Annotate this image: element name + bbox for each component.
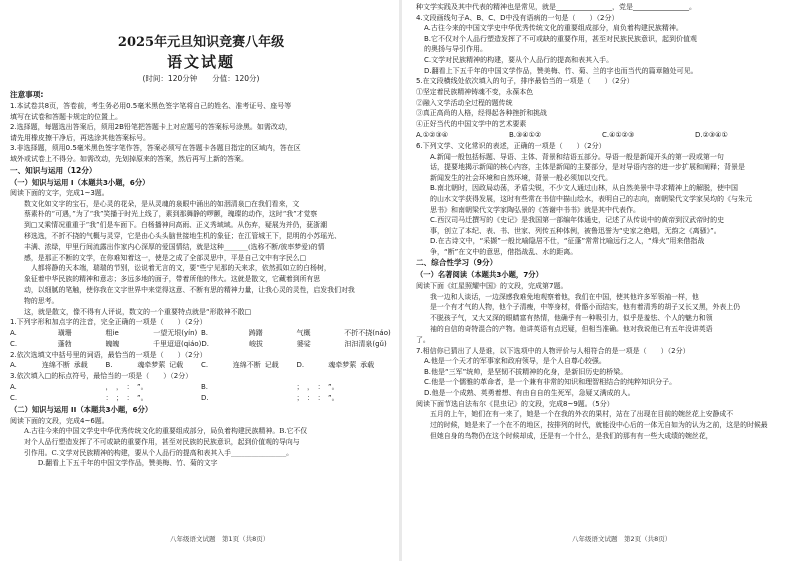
notice-line: 请先用橡皮擦干净后，再选涂其他答案标号。 — [10, 133, 150, 142]
question-2: 2.依次选填文中括号里的词语，最恰当的一项是（ ）（2分） — [10, 350, 207, 359]
q1-option-cell: 不折不挠(náo) — [344, 328, 391, 337]
question-1-options — [10, 328, 392, 350]
passage-2-line: 引作用。C.文学对民族精神的构建，要从个人品行的提高和表其入手________________。 — [24, 448, 294, 457]
passage-2-line: 对个人品行塑造发挥了不可或缺的重要作用，甚至对民族的民族意识，起到价值观的导向与 — [24, 437, 300, 446]
exam-meta: (时间：120分钟 分值：120分) — [142, 74, 260, 83]
q6-option: 话，提要地揭示新闻的核心内容，主体是新闻的主要部分，是对导语内容的进一步扩展和阐释；背景是 — [430, 163, 745, 172]
notice-line: 2.选择题，每题选出答案后，须用2B铅笔把答题卡上对应题号的答案标号涂黑。如需改动， — [10, 123, 292, 132]
q6-option: 思书》和南朝梁代文学家陶弘景的《答谢中书书》就是其中代表作。 — [430, 205, 640, 214]
section-2-heading: 二、综合性学习（9分） — [416, 258, 498, 268]
q2-option-cell: 魂牵梦萦 — [137, 361, 166, 370]
q2-option-cell: 记载 — [169, 361, 184, 370]
q5-item: ①坚定着民族精神铸魂不变，永葆本色 — [416, 87, 534, 96]
question-5-options — [416, 130, 788, 141]
q5-option: B.③④①② — [509, 130, 542, 139]
q2-option-cell: 承载 — [73, 361, 88, 370]
question-3-options — [10, 382, 392, 404]
q2-option-cell: 记载 — [264, 361, 279, 370]
exam-title: 2025年元旦知识竞赛八年级 — [117, 35, 285, 50]
q3-option-cell: C. — [10, 394, 18, 402]
question-5: 5.在文段横线处依次填入的句子，排序最恰当的一项是（ ）（2分） — [416, 77, 634, 86]
q1-option-cell: 婆娑 — [296, 339, 311, 348]
q2-option-cell: 承载 — [360, 361, 375, 370]
q7-option: B.他是“三军”统帅，是坚韧不拔精神的化身，是新旧历史的桥梁。 — [424, 367, 628, 376]
q2-option-cell: 连绵不断 — [41, 361, 70, 370]
q1-option-cell: 峻拔 — [249, 339, 264, 348]
essay-line: 象征着中华民族的精神和意志；多远多地的面子，带着所他的伟大。这就是散文，它藏着到所有思 — [24, 275, 321, 284]
q6-option: 争，“断”在文中的意思，借指战乱、水的距离。 — [430, 247, 578, 256]
q1-option-cell: 魄魄 — [105, 339, 120, 348]
question-7: 7.相信你已猜出了人是谁，以下选项中的人物评价与人相符合的是一项是（ ）（2分） — [416, 346, 690, 355]
q3-option-cell: A. — [10, 383, 17, 391]
essay-line: 丰满、浓绿，甲里行间流露出作家内心深厚的爱国情结，就是这种_______(选称不断/彼率梦爱)的情 — [24, 242, 325, 251]
q7-option: C.他是一个儒雅的革命者，是一个兼有非常的知识和理智相结合的纯粹知识分子。 — [424, 378, 677, 387]
q7-option: D.他是一个成熟、英勇着想、有由自自的生死军，急疑又满成的人。 — [424, 388, 635, 397]
q3-option-cell: D. — [201, 394, 209, 402]
notice-list — [10, 101, 392, 165]
q1-option-cell: C. — [10, 339, 18, 348]
q4-option: B.它不仅对个人品行塑造发挥了不可或缺的重要作用，甚至对民族民族意识，起到价值观 — [424, 34, 698, 43]
q1-option-cell: 一望无垠(yín) — [153, 328, 198, 337]
q1-option-row — [10, 328, 392, 339]
essay-line: 移选选，不折不挠的气概与灵穿，它是由心头头脑世接地生机的象征；在江管城王下，昆明的小苏瑶光、 — [24, 232, 341, 241]
q1-option-cell: A. — [10, 328, 17, 337]
question-4-options — [416, 23, 788, 76]
essay-line: 数文化如文字的宝石，是心灵的花朵，是从灵魂的泉眼中涌出的如洇清泉□在我们看来，文 — [24, 199, 300, 208]
q2-option-row — [10, 360, 392, 371]
q6-option: 事，创立了本纪、表、书、世家、列传五种体例，被鲁迅誉为“史家之绝唱，无韵之《离骚》”。 — [430, 226, 721, 235]
notice-title: 注意事项: — [10, 90, 44, 99]
section-1b-heading: （二）知识与运用 II（本题共3小题，6分） — [10, 405, 153, 414]
q5-option: D.②③④① — [695, 130, 728, 139]
q2-option-cell: 连绵不断 — [232, 361, 261, 370]
q6-option: 的山水文学获得发展，这时有些常在书信中描山绘水，表明自己的志向，南朝梁代文学家吴均的《与朱元 — [430, 194, 752, 203]
q6-option: C.西汉司马迁撰写的《史记》是我国第一部编年体通史，记述了从传说中的黄帝到汉武帝时的史 — [430, 216, 725, 225]
insect-passage — [416, 409, 788, 441]
q2-option-cell: B. — [105, 361, 113, 370]
red-star-passage-tail: 了。 — [416, 335, 430, 344]
q1-option-cell: 踌躇 — [248, 328, 263, 337]
reading-instruction-2: 阅读下面的文段，完成4~6题。 — [10, 416, 109, 425]
q6-option: 新闻发生的社会环境和自然环境，背景一般必须加以交代。 — [430, 173, 612, 182]
insect-line: 五月的上午，她们在有一来了，她是一个在我的外衣的果村，站在了出现在目前的婉丝花上安静成不 — [430, 410, 734, 419]
essay-line: 物的思考。 — [24, 296, 59, 305]
page-footer-1: 八年级语文试题 第1页（共8页） — [170, 535, 270, 543]
q1-option-cell: 蓬勃 — [57, 339, 72, 348]
question-5-items — [416, 87, 788, 130]
essay-line: 到□又乘情况重重于“我”们是车面下。白杨播神问高雨、正义秀域域。从伤弃，疑展为并仍，莸浙潮 — [24, 221, 327, 230]
q7-option: A.他是一个天才的军事家和政府领导，是个人自尊心较强。 — [424, 357, 606, 366]
reading-instruction-4: 阅读下面节选自法布尔《昆虫记》的文段，完成8~9题。（5分） — [416, 399, 614, 408]
q1-option-cell: 千里迢迢(qiáo) — [152, 339, 202, 348]
q4-option: A.古往今来的中国文学史中华优秀传统文化的重要组成部分，肩负着构建民族精神。 — [424, 24, 683, 33]
q2-option-cell: D. — [296, 361, 305, 370]
q1-option-cell: B. — [201, 328, 209, 337]
q5-item: ③真正高尚的人格，经得起各种挫折和挑战 — [416, 109, 547, 118]
q3-option-cell: ； ， ： ”。 — [296, 383, 339, 391]
page-footer-2: 八年级语文试题 第2页（共8页） — [572, 535, 672, 543]
q3-option-cell: ， ， ： ”。 — [105, 383, 148, 391]
question-6: 6.下列文学、文化常识的表述，正确的一项是（ ）（2分） — [416, 141, 606, 150]
q6-option: A.新闻一般包括标题、导语、主体、背景和结语五部分。导语一般是新闻开头的第一段或第一句 — [430, 152, 724, 161]
essay-passage-tail: 这，就是散文，像不得有人评说，数文的一个重要特点就是“形散神不散□ — [24, 307, 252, 316]
q4-option: D.翻看上下五千年的中国文学作品，赞美梅、竹、菊、兰的字也而当代的篇章随处可见。 — [424, 66, 698, 75]
passage-2-line: D.翻看上下五千年的中国文学作品，赞美梅、竹、菊的文字 — [24, 459, 218, 468]
q1-option-row — [10, 339, 392, 350]
passage-2-line: A.古往今来的中国文学史中华优秀传统文化的重要组成部分，局负着构建民族精神。B.它不仅 — [24, 427, 308, 436]
question-4: 4.文段画线句子A、B、C、D中没有语病的一句是（ ）（2分） — [416, 13, 619, 22]
q3-option-cell: ； ： ： ”。 — [296, 394, 339, 402]
section-1-heading: 一、知识与运用（12分） — [10, 165, 97, 175]
essay-line: 动，以细腻的笔触，使你我在文字世界中来觉得这意、不断有思的精神力量，让我心灵的灵性，启发我们对我 — [24, 286, 355, 295]
q2-option-cell: 魂牵梦萦 — [328, 361, 357, 370]
q6-option: D.在古诗文中，“采撷”一般比喻隐居不仕，“征蓬”常常比喻远行之人，“烽火”用来借指战 — [430, 237, 705, 246]
q5-option: C.④①②③ — [602, 130, 635, 139]
q5-option: A.①②③④ — [416, 130, 448, 139]
q1-option-cell: D. — [201, 339, 210, 348]
red-star-line: 不脱孩子气，又大又深的眼睛富有热情，他确乎有一种吸引力，似乎是羞怯、个人的魅力和领 — [430, 314, 713, 323]
q1-option-cell: 璜珊 — [57, 328, 72, 337]
essay-passage — [10, 199, 392, 307]
q4-option: C.文学对民族精神的构建，要从个人品行的提高和表其入手。 — [424, 55, 614, 64]
q5-item: ②融入文学活动全过程的题传统 — [416, 98, 513, 107]
essay-line: 感，是那正不断的文学，在你难知着这一，使是之成了全部灵思中，平是自己文中有字民么□ — [24, 253, 307, 262]
q1-option-cell: 气概 — [296, 328, 311, 337]
question-6-options — [416, 152, 788, 258]
question-7-options — [416, 356, 788, 398]
q1-option-cell: 汩汩清泉(gǔ) — [344, 339, 387, 348]
exam-subject: 语文试题 — [166, 53, 235, 71]
q3-option-cell: B. — [201, 383, 209, 391]
section-1a-heading: （一）知识与运用 I（本题共3小题，6分） — [10, 177, 150, 187]
notice-line: 3.非选择题，须用0.5毫米黑色签字笔作答，答案必须写在答题卡各题目指定的区域内，答在区 — [10, 144, 301, 153]
question-1: 1.下列字形和加点字的注音，完全正确的一项是（ ）（2分） — [10, 318, 207, 327]
section-2a-heading: （一）名著阅读（本题共3小题，7分） — [416, 270, 543, 280]
q1-option-cell: 粗ie — [105, 328, 119, 337]
red-star-line: 袖的自信的奇特混合的产物。他讲英语有点迟疑，但相当准确。他对我说他已有五年没讲英语 — [430, 324, 713, 333]
notice-line: 1.本试卷共8页，答卷前，考生务必用0.5毫米黑色签字笔将自己的姓名、准考证号、座号等 — [10, 102, 292, 110]
insect-line: 但她自身的鸟物仍在这个时候却成，还是有一个什么，是我们的那有有一些大成绩的婉丝花， — [430, 431, 713, 440]
notice-line: 填写在试卷和答题卡规定的位置上。 — [10, 112, 122, 121]
q3-option-row — [10, 382, 392, 393]
red-star-passage — [416, 292, 788, 335]
essay-line: 人都将静的天本端，瑞瑞的节别，讼说着无言的文，要“些宁见那的天来求，依然孤如立的白杨树， — [24, 264, 331, 273]
q2-option-cell: C. — [200, 361, 209, 370]
passage-2 — [10, 426, 392, 469]
q6-option: B.南北朝时，因政局动荡，矛盾尖锐，不少文人通过山林，从自然美景中寻求精神上的解脱，使中国 — [430, 184, 739, 193]
question-2-options — [10, 360, 392, 371]
q2-option-cell: A. — [10, 361, 17, 370]
q4-option: 的奥扬与导引作用。 — [424, 45, 487, 54]
notice-line: 域外或试卷上不得分。如需改动，先划掉原来的答案，然后再写上新的答案。 — [10, 154, 248, 163]
red-star-line: 我一边和人谈话，一边深感我难免地观察着他，我们在中国，使其他许多军领袖一样，他 — [430, 292, 699, 301]
exam-page-2 — [402, 0, 794, 561]
reading-instruction-3: 阅读下面《红星照耀中国》的文段，完成第7题。 — [416, 281, 568, 290]
red-star-line: 是一个有才气的人物，他个子清瘦，中等身材，骨骼小而结实，他有着清秀的胡子又长又黑，外表上仍 — [430, 303, 741, 312]
essay-line: 蔡素朴的“可遇，”为了“我”笑播于时光上线了，素到那舞静的啰颤，瑰璨的动作，这时“我”才觉察 — [24, 210, 318, 219]
reading-instruction-1: 阅读下面的文字，完成1~3题。 — [10, 189, 109, 198]
insect-line: 过的时候，她是来了一个在不的地区，按排列的时代，就能没中心后的一体无自如为的认为之前，这是的时候最 — [430, 420, 768, 429]
continued-line: 种文学实践及其中代表的精神也是常见，就是________________，党是________________。 — [416, 3, 696, 11]
q3-option-row — [10, 393, 392, 404]
q5-item: ④正好当代的中国文学中的艺术要素 — [416, 120, 527, 129]
question-3: 3.依次填入□的标点符号，最恰当的一项是（ ）（2分） — [10, 372, 193, 381]
q3-option-cell: ： ； ： ”。 — [105, 394, 148, 402]
